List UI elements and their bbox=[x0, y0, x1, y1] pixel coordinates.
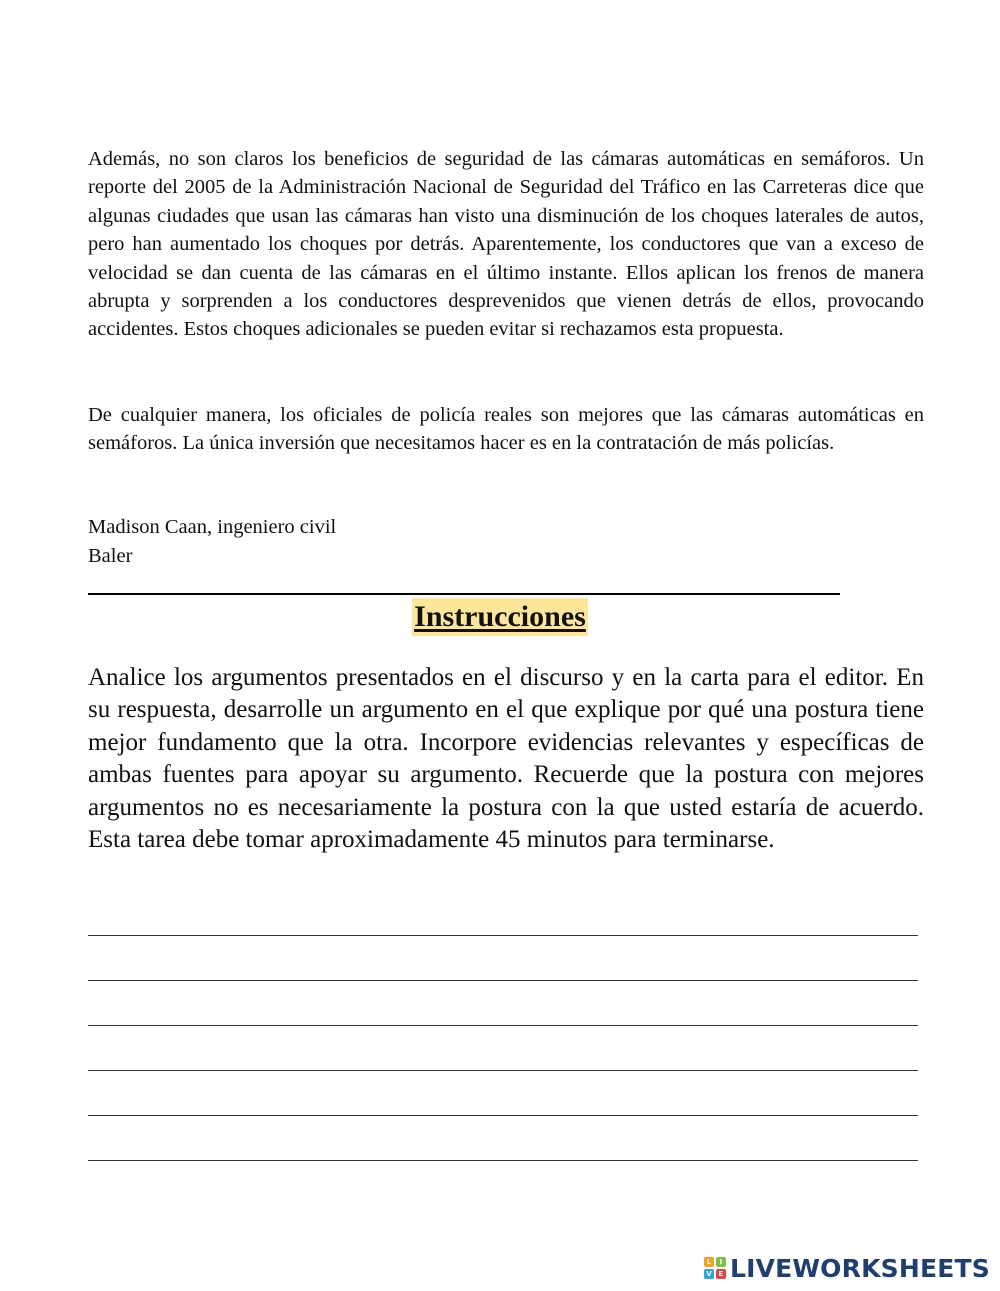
section-divider bbox=[88, 593, 840, 595]
logo-square-i: I bbox=[716, 1257, 726, 1267]
logo-square-e: E bbox=[716, 1269, 726, 1279]
letter-paragraph-2: De cualquier manera, los oficiales de policía reales son mejores que las cámaras automáticas en semáforos. La única inversión que necesitamos hacer es en la contratación de más policías. bbox=[88, 404, 924, 455]
signature-place: Baler bbox=[88, 545, 133, 567]
answer-line-6[interactable] bbox=[88, 1160, 918, 1161]
logo-square-l: L bbox=[704, 1257, 714, 1267]
instructions-body: Analice los argumentos presentados en el discurso y en la carta para el editor. En su respuesta, desarrolle un argumento en el que explique por qué una postura tiene mejor fundamento que la otra. Incorpore evidencias relevantes y específicas de ambas fuentes para apoyar su argumento. Recuerde que la postura con mejores argumentos no es necesariamente la postura con la que usted estaría de acuerdo. Esta tarea debe tomar aproximadamente 45 minutos para terminarse. bbox=[88, 664, 924, 854]
answer-line-4[interactable] bbox=[88, 1070, 918, 1071]
liveworksheets-logo-text: LIVEWORKSHEETS bbox=[729, 1253, 990, 1283]
answer-line-2[interactable] bbox=[88, 980, 918, 981]
logo-square-v: V bbox=[704, 1269, 714, 1279]
answer-line-3[interactable] bbox=[88, 1025, 918, 1026]
liveworksheets-logo-icon bbox=[704, 1257, 726, 1279]
answer-line-1[interactable] bbox=[88, 935, 918, 936]
answer-line-5[interactable] bbox=[88, 1115, 918, 1116]
instructions-heading-text: Instrucciones bbox=[412, 598, 588, 636]
liveworksheets-logo bbox=[704, 1253, 990, 1283]
letter-paragraph-1: Además, no son claros los beneficios de seguridad de las cámaras automáticas en semáforos. Un reporte del 2005 de la Administración Nacional de Seguridad del Tráfico en las Carreteras dice que algunas ciudades que usan las cámaras han visto una disminución de los choques laterales de autos, pero han aumentado los choques por detrás. Aparentemente, los conductores que van a exceso de velocidad se dan cuenta de las cámaras en el último instante. Ellos aplican los frenos de manera abrupta y sorprenden a los conductores desprevenidos que vienen detrás de ellos, provocando accidentes. Estos choques adicionales se pueden evitar si rechazamos esta propuesta. bbox=[88, 148, 924, 341]
instructions-heading bbox=[0, 598, 1000, 636]
signature-name: Madison Caan, ingeniero civil bbox=[88, 516, 337, 538]
